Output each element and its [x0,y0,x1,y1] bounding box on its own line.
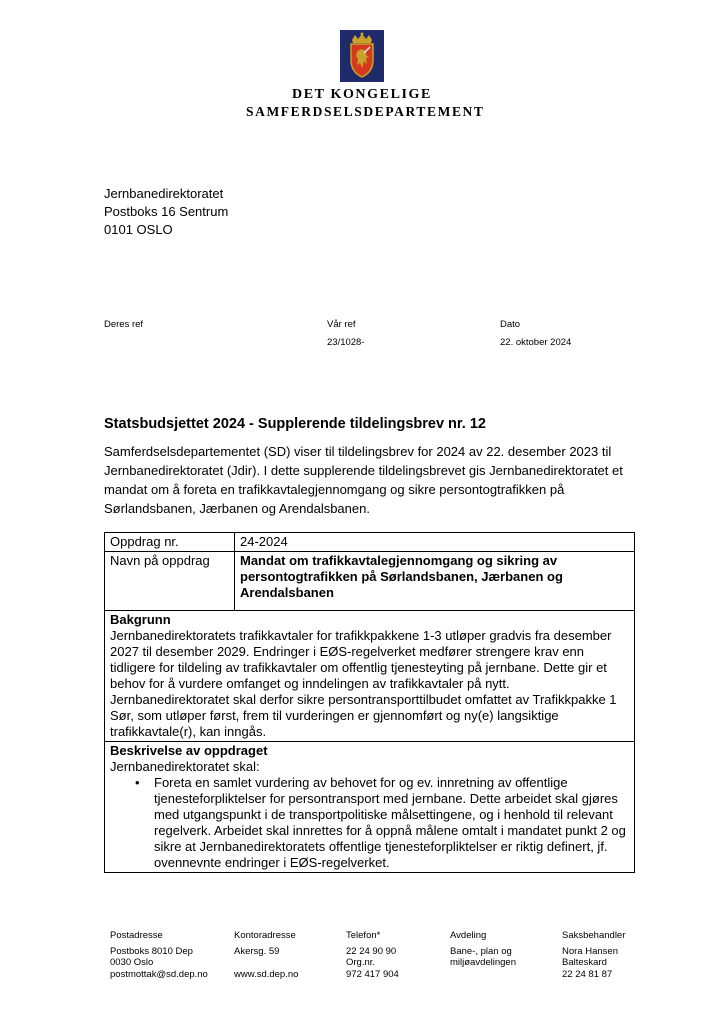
footer-avd-line1: Bane-, plan og [450,945,512,957]
navn-value: Mandat om trafikkavtalegjennomgang og sikring av persontogtrafikken på Sørlandsbanen, Jærbanen og Arendalsbanen [235,552,635,611]
footer-tel-label: Telefon* [346,930,381,941]
beskrivelse-cell [105,742,635,873]
mandate-table [104,532,635,873]
list-item [110,775,629,871]
date-value: 22. oktober 2024 [500,337,572,348]
footer-saks-label: Saksbehandler [562,930,626,941]
oppdrag-label: Oppdrag nr. [105,533,235,552]
footer-kontoradresse [234,930,298,980]
footer-saksbehandler [562,930,625,980]
footer-email: postmottak@sd.dep.no [110,968,208,980]
footer-orgnr-value: 972 417 904 [346,968,399,980]
letter-title: Statsbudsjettet 2024 - Supplerende tildelingsbrev nr. 12 [104,416,486,432]
footer-saks-line2: Balteskard [562,957,607,968]
org-name-line1: DET KONGELIGE [292,87,432,102]
navn-label: Navn på oppdrag [105,552,235,611]
task-text: Foreta en samlet vurdering av behovet for og ev. innretning av offentlige tjenesteforpliktelser for persontransport med jernbane. Dette arbeidet skal gjøres med utgangspunkt i de transportpolitiske målsettingene, og i henhold til relevant regelverk. Arbeidet skal innrettes for å oppnå målene omtalt i mandatet punkt 2 og sikre at Jernbanedirektoratets offentlige tjenesteforpliktelser er riktig definert, jf. ovennevnte endringer i EØS-regelverket. [154,775,626,870]
beskrivelse-intro: Jernbanedirektoratet skal: [110,759,260,774]
recipient-address [104,185,228,239]
footer-saks-line1: Nora Hansen [562,945,618,957]
bakgrunn-text: Jernbanedirektoratets trafikkavtaler for trafikkpakkene 1-3 utløper gradvis fra desember 2027 til desember 2029. Endringer i EØS-regelverket medfører strengere krav enn tidligere for tildeling av trafikkavtaler om offentlig tjenesteyting på jernbane. Dette gir et behov for å vurdere omfanget og inndelingen av trafikkavtaler på nytt. Jernbanedirektoratet skal derfor sikre persontransporttilbudet omfattet av Trafikkpakke 1 Sør, som utløper først, frem til vurderingen er gjennomført og ny(e) langsiktige trafikkavtale(r), kan inngås. [110,628,617,739]
footer-saks-phone: 22 24 81 87 [562,968,613,980]
footer-post-line2: 0030 Oslo [110,957,154,968]
footer-kontor-line1: Akersg. 59 [234,945,280,957]
oppdrag-value: 24-2024 [235,533,635,552]
footer-avd-label: Avdeling [450,930,487,941]
footer-avd-line2: miljøavdelingen [450,957,517,968]
table-row [105,533,635,552]
letterhead [246,30,485,120]
date-label: Dato [500,319,521,330]
footer-postadresse [110,930,208,980]
beskrivelse-heading: Beskrivelse av oppdraget [110,743,268,758]
table-row [105,552,635,611]
recipient-city: 0101 OSLO [104,222,173,237]
footer-orgnr-label: Org.nr. [346,957,376,968]
footer-telefon [346,930,399,980]
coat-of-arms-icon [340,30,384,82]
table-row [105,742,635,873]
recipient-box: Postboks 16 Sentrum [104,204,229,219]
footer-website: www.sd.dep.no [234,968,299,980]
org-name-line2: SAMFERDSELSDEPARTEMENT [246,104,485,119]
recipient-name: Jernbanedirektoratet [104,186,224,201]
deres-ref-label: Deres ref [104,319,144,330]
letter-intro: Samferdselsdepartementet (SD) viser til tildelingsbrev for 2024 av 22. desember 2023 til Jernbanedirektoratet (Jdir). I dette supplerende tildelingsbrevet gis Jernbanedirektoratet et mandat om å foreta en trafikkavtalegjennomgang og sikre persontogtrafikken på Sørlandsbanen, Jærbanen og Arendalsbanen. [104,444,623,516]
bullet-icon: • [135,775,140,790]
footer-tel-number: 22 24 90 90 [346,945,397,957]
footer-kontor-label: Kontoradresse [234,930,296,941]
deres-ref [104,319,143,331]
bakgrunn-heading: Bakgrunn [110,612,171,627]
bakgrunn-cell [105,611,635,742]
footer-avdeling [450,930,516,969]
date-ref [500,319,571,349]
task-list [110,775,629,871]
table-row [105,611,635,742]
footer-post-label: Postadresse [110,930,163,941]
var-ref-label: Vår ref [327,319,356,330]
footer-post-line1: Postboks 8010 Dep [110,945,193,957]
var-ref [327,319,365,349]
var-ref-value: 23/1028- [327,337,365,348]
